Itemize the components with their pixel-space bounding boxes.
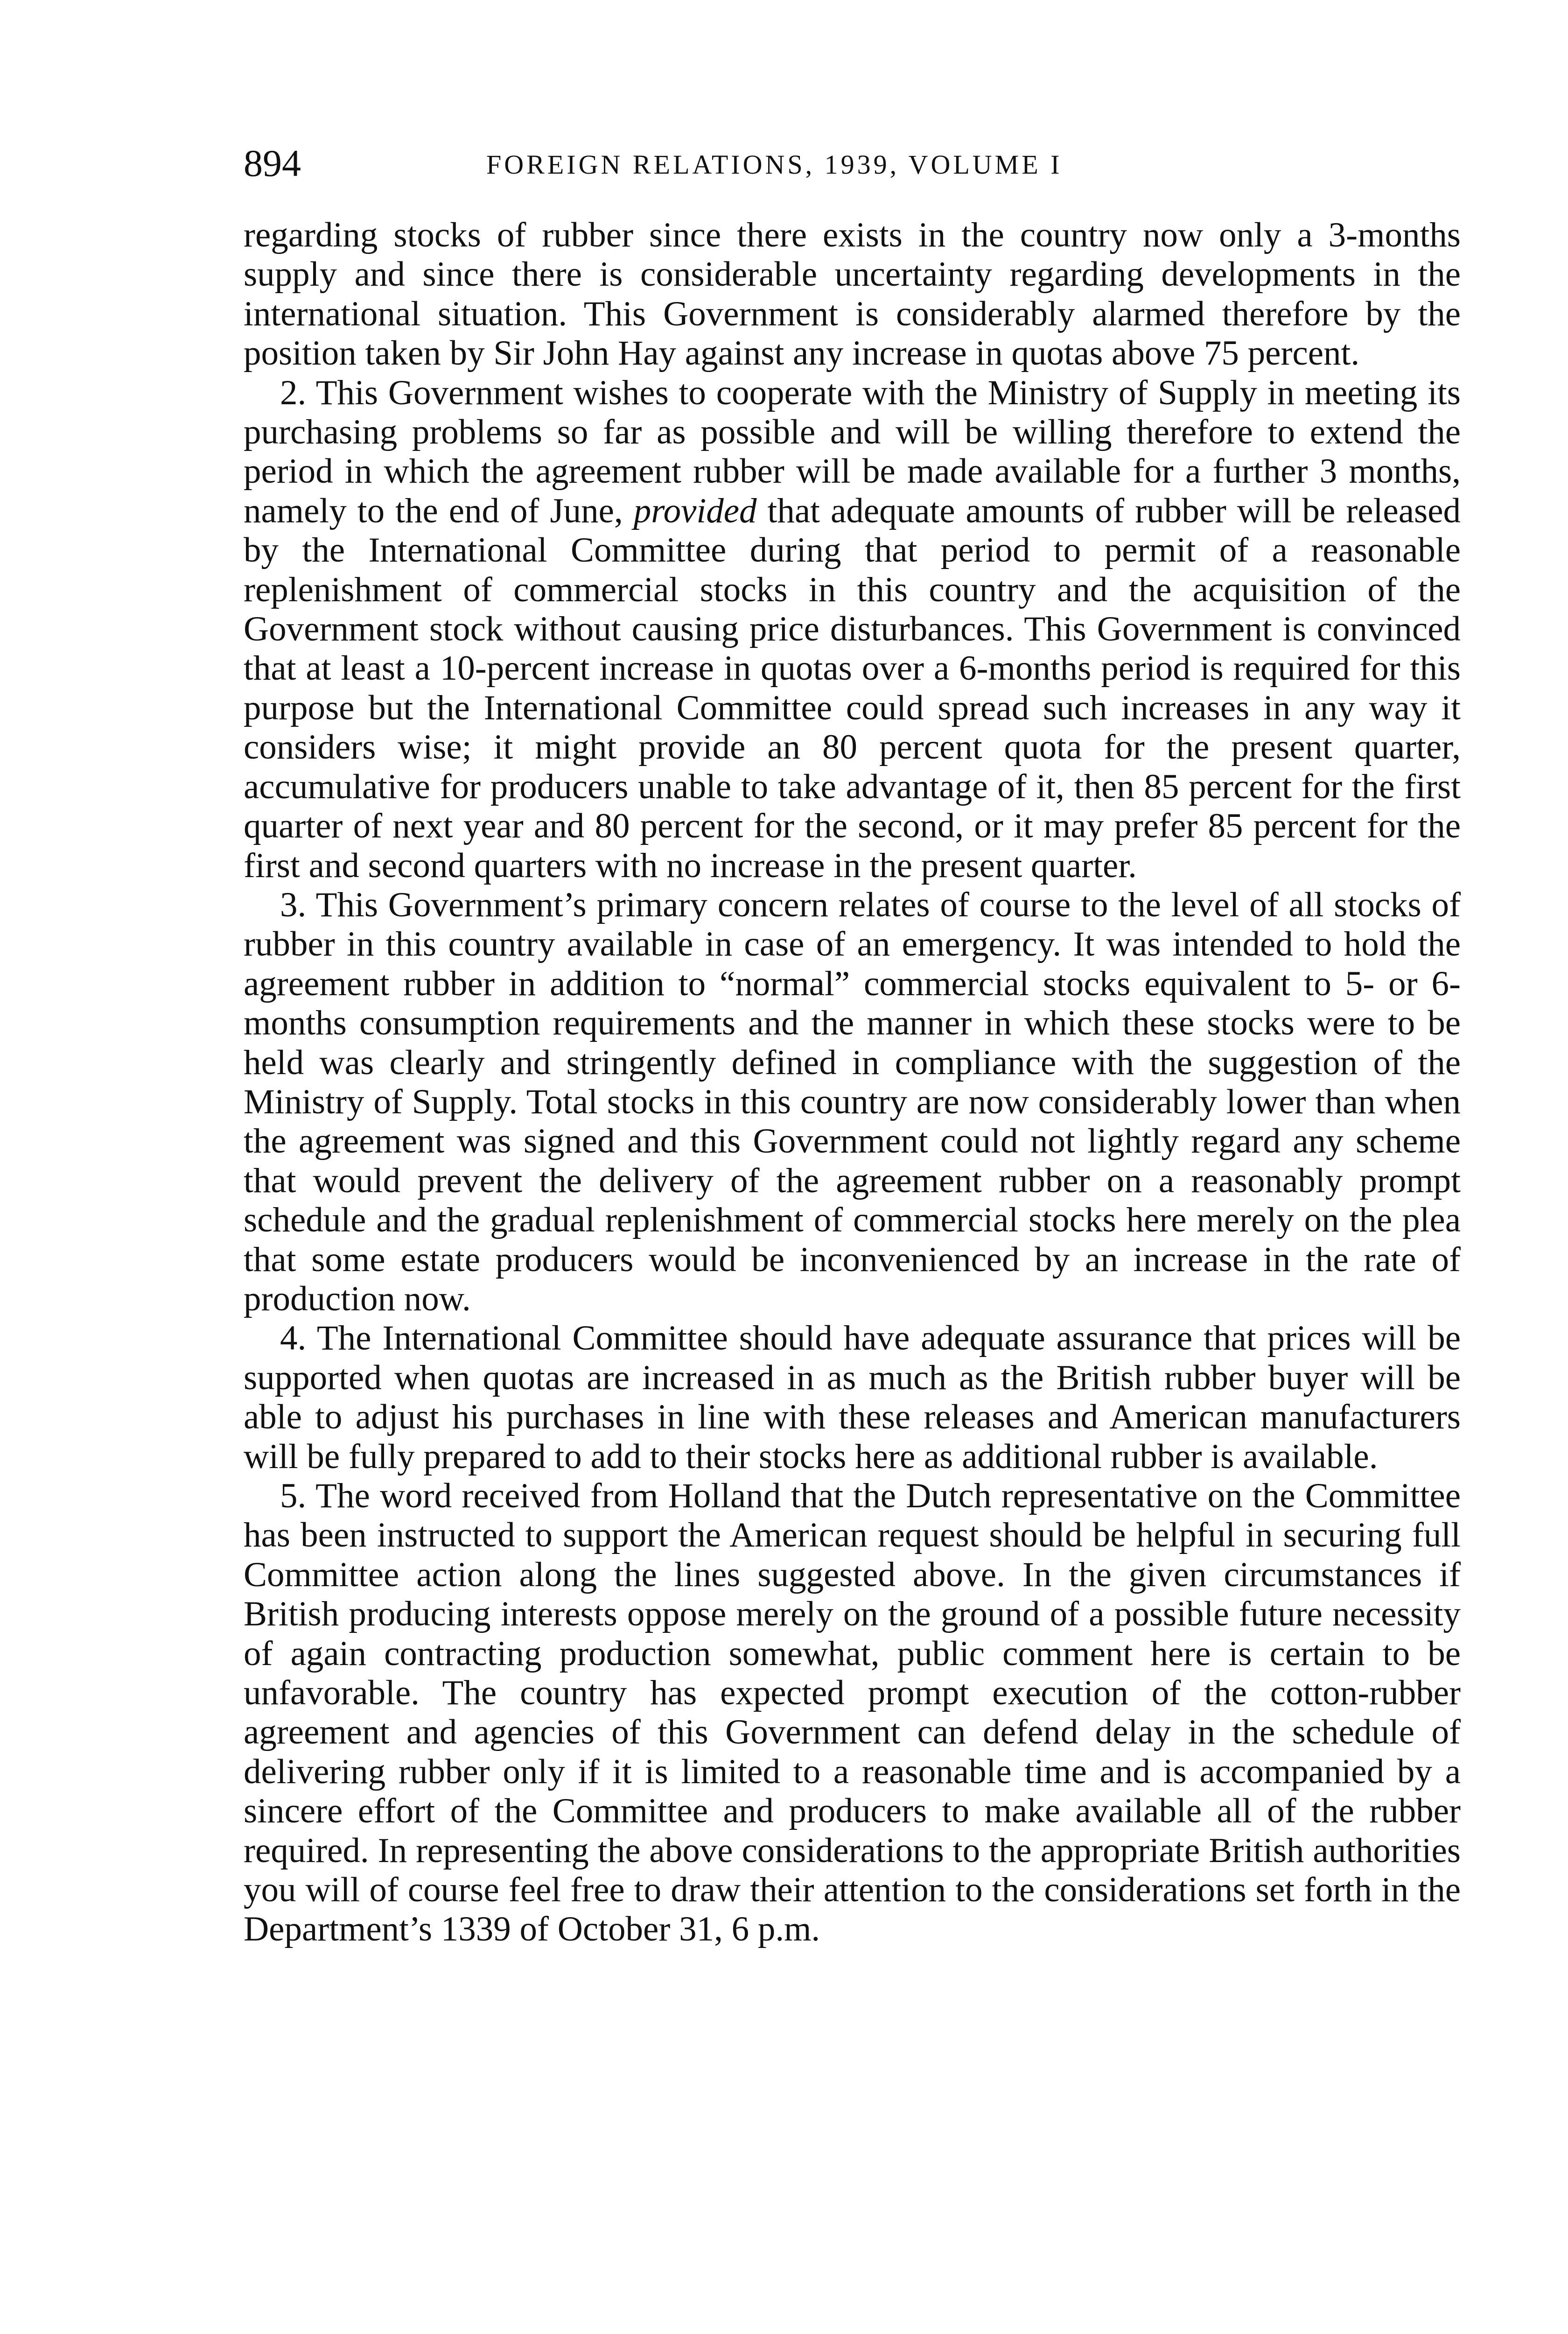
body-text: [244, 216, 1461, 1949]
paragraph-2-text-end: that adequate amounts of rubber will be released by the International Committee during that period to permit of a reasonable replenishment of commercial stocks in this country and the acquisition of the Government stock without causing price disturbances. This Government is convinced that at least a 10-percent increase in quotas over a 6-months period is required for this purpose but the International Committee could spread such increases in any way it considers wise; it might provide an 80 percent quota for the present quarter, accumulative for producers unable to take advantage of it, then 85 percent for the first quarter of next year and 80 percent for the second, or it may prefer 85 percent for the first and second quarters with no increase in the present quarter.: [244, 491, 1461, 885]
paragraph-4: 4. The International Committee should have adequate assurance that prices will be supported when quotas are increased in as much as the British rubber buyer will be able to adjust his purchases in line with these releases and American manufacturers will be fully prepared to add to their stocks here as additional rubber is available.: [244, 1319, 1461, 1476]
running-title: FOREIGN RELATIONS, 1939, VOLUME I: [486, 149, 1063, 180]
paragraph-5: 5. The word received from Holland that the Dutch representative on the Committee has been instructed to support the American request should be helpful in securing full Committee action along the lines suggested above. In the given circumstances if British producing interests oppose merely on the ground of a possible future necessity of again contracting production somewhat, public comment here is certain to be unfavorable. The country has expected prompt execution of the cotton-rubber agreement and agencies of this Government can defend delay in the schedule of delivering rubber only if it is limited to a reasonable time and is accompanied by a sincere effort of the Committee and producers to make available all of the rubber required. In representing the above considerations to the appropriate British authorities you will of course feel free to draw their attention to the considerations set forth in the Department’s 1339 of October 31, 6 p.m.: [244, 1476, 1461, 1949]
running-header: [244, 140, 1461, 196]
emphasis-provided: provided: [633, 491, 757, 530]
paragraph-2: [244, 373, 1461, 886]
paragraph-2-text-start: 2. This Government wishes to cooperate with the Ministry of Supply in meeting its purchasing problems so far as possible and will be willing therefore to extend the period in which the agreement rubber will be made available for a further 3 months, namely to the end of June,: [244, 373, 1461, 530]
page-number: 894: [244, 142, 301, 184]
document-page: [244, 140, 1461, 1949]
paragraph-3: 3. This Government’s primary concern relates of course to the level of all stocks of rubber in this country available in case of an emergency. It was intended to hold the agreement rubber in addition to “normal” commercial stocks equivalent to 5- or 6-months consumption requirements and the manner in which these stocks were to be held was clearly and stringently defined in compliance with the suggestion of the Ministry of Supply. Total stocks in this country are now considerably lower than when the agreement was signed and this Government could not lightly regard any scheme that would prevent the delivery of the agreement rubber on a reasonably prompt schedule and the gradual replenishment of commercial stocks here merely on the plea that some estate producers would be inconvenienced by an increase in the rate of production now.: [244, 885, 1461, 1318]
paragraph-continued: regarding stocks of rubber since there exists in the country now only a 3-months supply and since there is considerable uncertainty regarding developments in the international situation. This Government is considerably alarmed therefore by the position taken by Sir John Hay against any increase in quotas above 75 percent.: [244, 216, 1461, 373]
